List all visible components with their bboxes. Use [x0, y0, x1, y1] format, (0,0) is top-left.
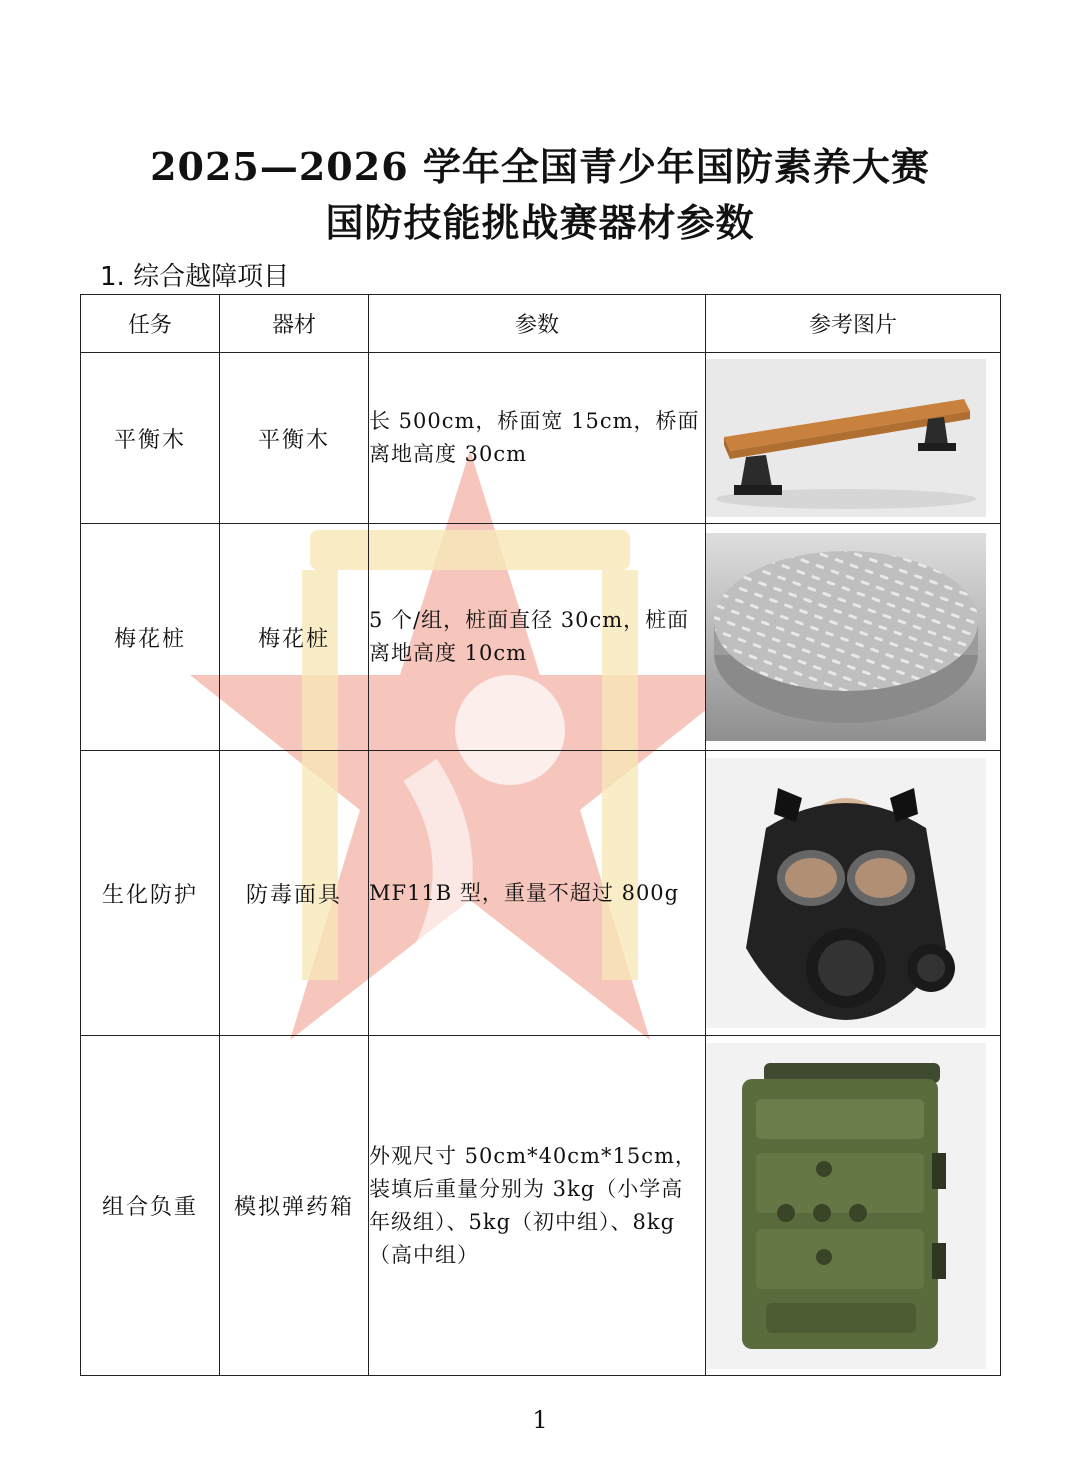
document-title-line-2: 国防技能挑战赛器材参数 — [325, 200, 755, 245]
header-parameters: 参数 — [369, 295, 706, 353]
params-cell: MF11B 型，重量不超过 800g — [369, 751, 706, 1036]
header-reference-image: 参考图片 — [706, 295, 1001, 353]
table-row — [81, 524, 1001, 751]
stepping-post-image — [706, 533, 986, 741]
table-header-row — [81, 295, 1001, 353]
reference-image-cell — [706, 353, 1001, 524]
header-task: 任务 — [81, 295, 220, 353]
params-cell: 5 个/组，桩面直径 30cm，桩面离地高度 10cm — [369, 524, 706, 751]
task-cell: 平衡木 — [81, 353, 220, 524]
table-row — [81, 353, 1001, 524]
balance-beam-image — [706, 359, 986, 517]
table-row — [81, 751, 1001, 1036]
reference-image-cell — [706, 524, 1001, 751]
equipment-spec-table — [80, 294, 1001, 1376]
header-equipment: 器材 — [220, 295, 369, 353]
equipment-cell: 平衡木 — [220, 353, 369, 524]
ammo-box-image — [706, 1043, 986, 1369]
gas-mask-image — [706, 758, 986, 1028]
equipment-cell: 防毒面具 — [220, 751, 369, 1036]
task-cell: 梅花桩 — [81, 524, 220, 751]
document-title-line-1: 2025—2026 学年全国青少年国防素养大赛 — [150, 144, 930, 189]
section-heading: 1. 综合越障项目 — [100, 262, 290, 292]
params-cell: 长 500cm，桥面宽 15cm，桥面离地高度 30cm — [369, 353, 706, 524]
equipment-cell: 模拟弹药箱 — [220, 1036, 369, 1376]
reference-image-cell — [706, 751, 1001, 1036]
reference-image-cell — [706, 1036, 1001, 1376]
params-cell: 外观尺寸 50cm*40cm*15cm，装填后重量分别为 3kg（小学高年级组）、5kg（初中组）、8kg（高中组） — [369, 1036, 706, 1376]
table-row — [81, 1036, 1001, 1376]
equipment-cell: 梅花桩 — [220, 524, 369, 751]
page-number: 1 — [532, 1406, 548, 1434]
task-cell: 组合负重 — [81, 1036, 220, 1376]
task-cell: 生化防护 — [81, 751, 220, 1036]
